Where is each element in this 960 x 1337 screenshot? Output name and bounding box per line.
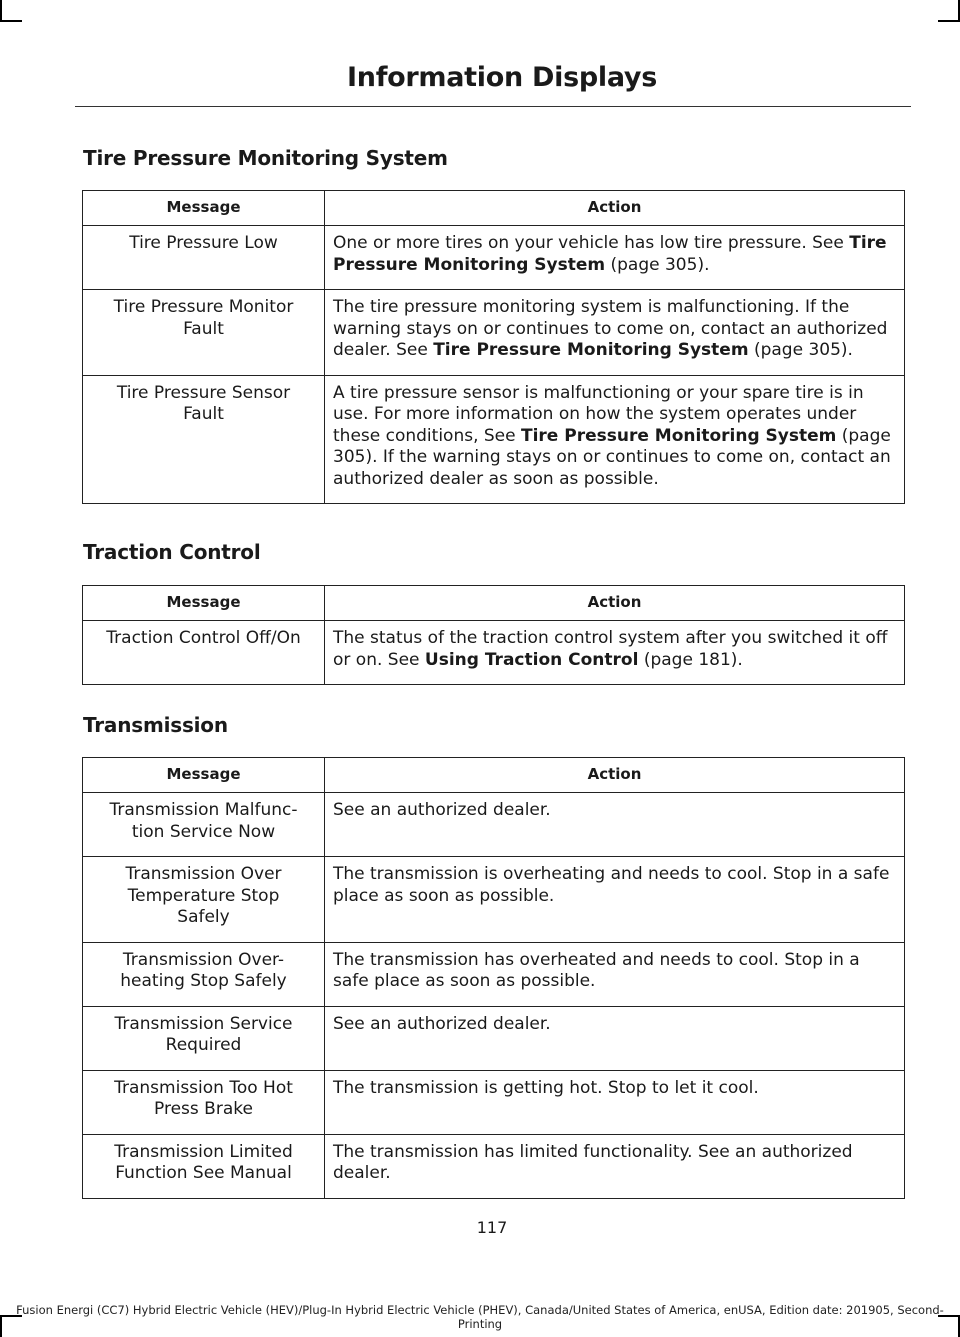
header-rule [75,106,911,107]
cross-reference-link[interactable]: Using Traction Control [424,649,639,670]
message-cell: Traction Control Off/On [83,621,325,685]
table-row [83,1006,905,1070]
table-row [83,290,905,376]
table-row [83,1070,905,1134]
crop-mark [0,20,22,22]
column-header-action: Action [325,758,905,793]
action-text: One or more tires on your vehicle has low tire pressure. See [333,233,850,253]
message-cell: Transmission Too Hot Press Brake [83,1070,325,1134]
action-cell [325,375,905,504]
action-text: A tire pressure sensor is malfunctioning or your spare tire is in use. For more information on how the system operates under these conditions, See [333,382,864,446]
action-text: The status of the traction control system after you switched it off or on. See [333,628,888,670]
column-header-message: Message [83,191,325,226]
message-cell: Tire Pressure Sensor Fault [83,375,325,504]
page-reference: (page 305). If the warning stays on or continues to come on, contact an authorized dealer as soon as possible. [333,425,891,489]
table-row [83,942,905,1006]
section-title-transmission: Transmission [83,713,228,737]
message-cell: Transmission Over Temperature Stop Safely [83,857,325,943]
table-row [83,226,905,290]
table-header-row [83,758,905,793]
column-header-message: Message [83,758,325,793]
table-header-row [83,586,905,621]
crop-mark [938,20,960,22]
message-cell: Tire Pressure Low [83,226,325,290]
table-header-row [83,191,905,226]
page-reference: (page 305). [605,254,710,275]
table-row [83,375,905,504]
page-reference: (page 305). [748,340,853,360]
action-cell: See an authorized dealer. [325,1006,905,1070]
page-reference: (page 181). [638,649,743,670]
tpms-table [82,190,905,504]
page-footer: Fusion Energi (CC7) Hybrid Electric Vehicle (HEV)/Plug-In Hybrid Electric Vehicle (PHEV), Canada/United States of America, enUSA, Edition date: 201905, Second-Printing [16,1303,944,1331]
action-cell: The transmission is getting hot. Stop to let it cool. [325,1070,905,1134]
message-cell: Transmission Malfunc-tion Service Now [83,793,325,857]
action-cell: The transmission is overheating and needs to cool. Stop in a safe place as soon as possible. [325,857,905,943]
action-cell: The transmission has overheated and needs to cool. Stop in a safe place as soon as possible. [325,942,905,1006]
section-title-traction-control: Traction Control [83,540,261,564]
action-cell [325,290,905,376]
transmission-table [82,757,905,1199]
action-cell [325,226,905,290]
column-header-message: Message [83,586,325,621]
table-row [83,1134,905,1198]
cross-reference-link[interactable]: Tire Pressure Monitoring System [333,233,887,275]
message-cell: Transmission Over-heating Stop Safely [83,942,325,1006]
crop-mark [0,0,2,22]
table-row [83,621,905,685]
table-row [83,793,905,857]
action-cell [325,621,905,685]
page-number: 117 [476,1218,508,1237]
column-header-action: Action [325,586,905,621]
action-cell: The transmission has limited functionality. See an authorized dealer. [325,1134,905,1198]
message-cell: Tire Pressure Monitor Fault [83,290,325,376]
cross-reference-link[interactable]: Tire Pressure Monitoring System [433,340,749,360]
section-title-tpms: Tire Pressure Monitoring System [83,146,448,170]
column-header-action: Action [325,191,905,226]
page-header-title: Information Displays [347,62,657,93]
message-cell: Transmission Limited Function See Manual [83,1134,325,1198]
message-cell: Transmission Service Required [83,1006,325,1070]
traction-control-table [82,585,905,685]
cross-reference-link[interactable]: Tire Pressure Monitoring System [521,425,837,446]
table-row [83,857,905,943]
action-cell: See an authorized dealer. [325,793,905,857]
action-text: The tire pressure monitoring system is malfunctioning. If the warning stays on or continues to come on, contact an authorized dealer. See [333,297,888,360]
